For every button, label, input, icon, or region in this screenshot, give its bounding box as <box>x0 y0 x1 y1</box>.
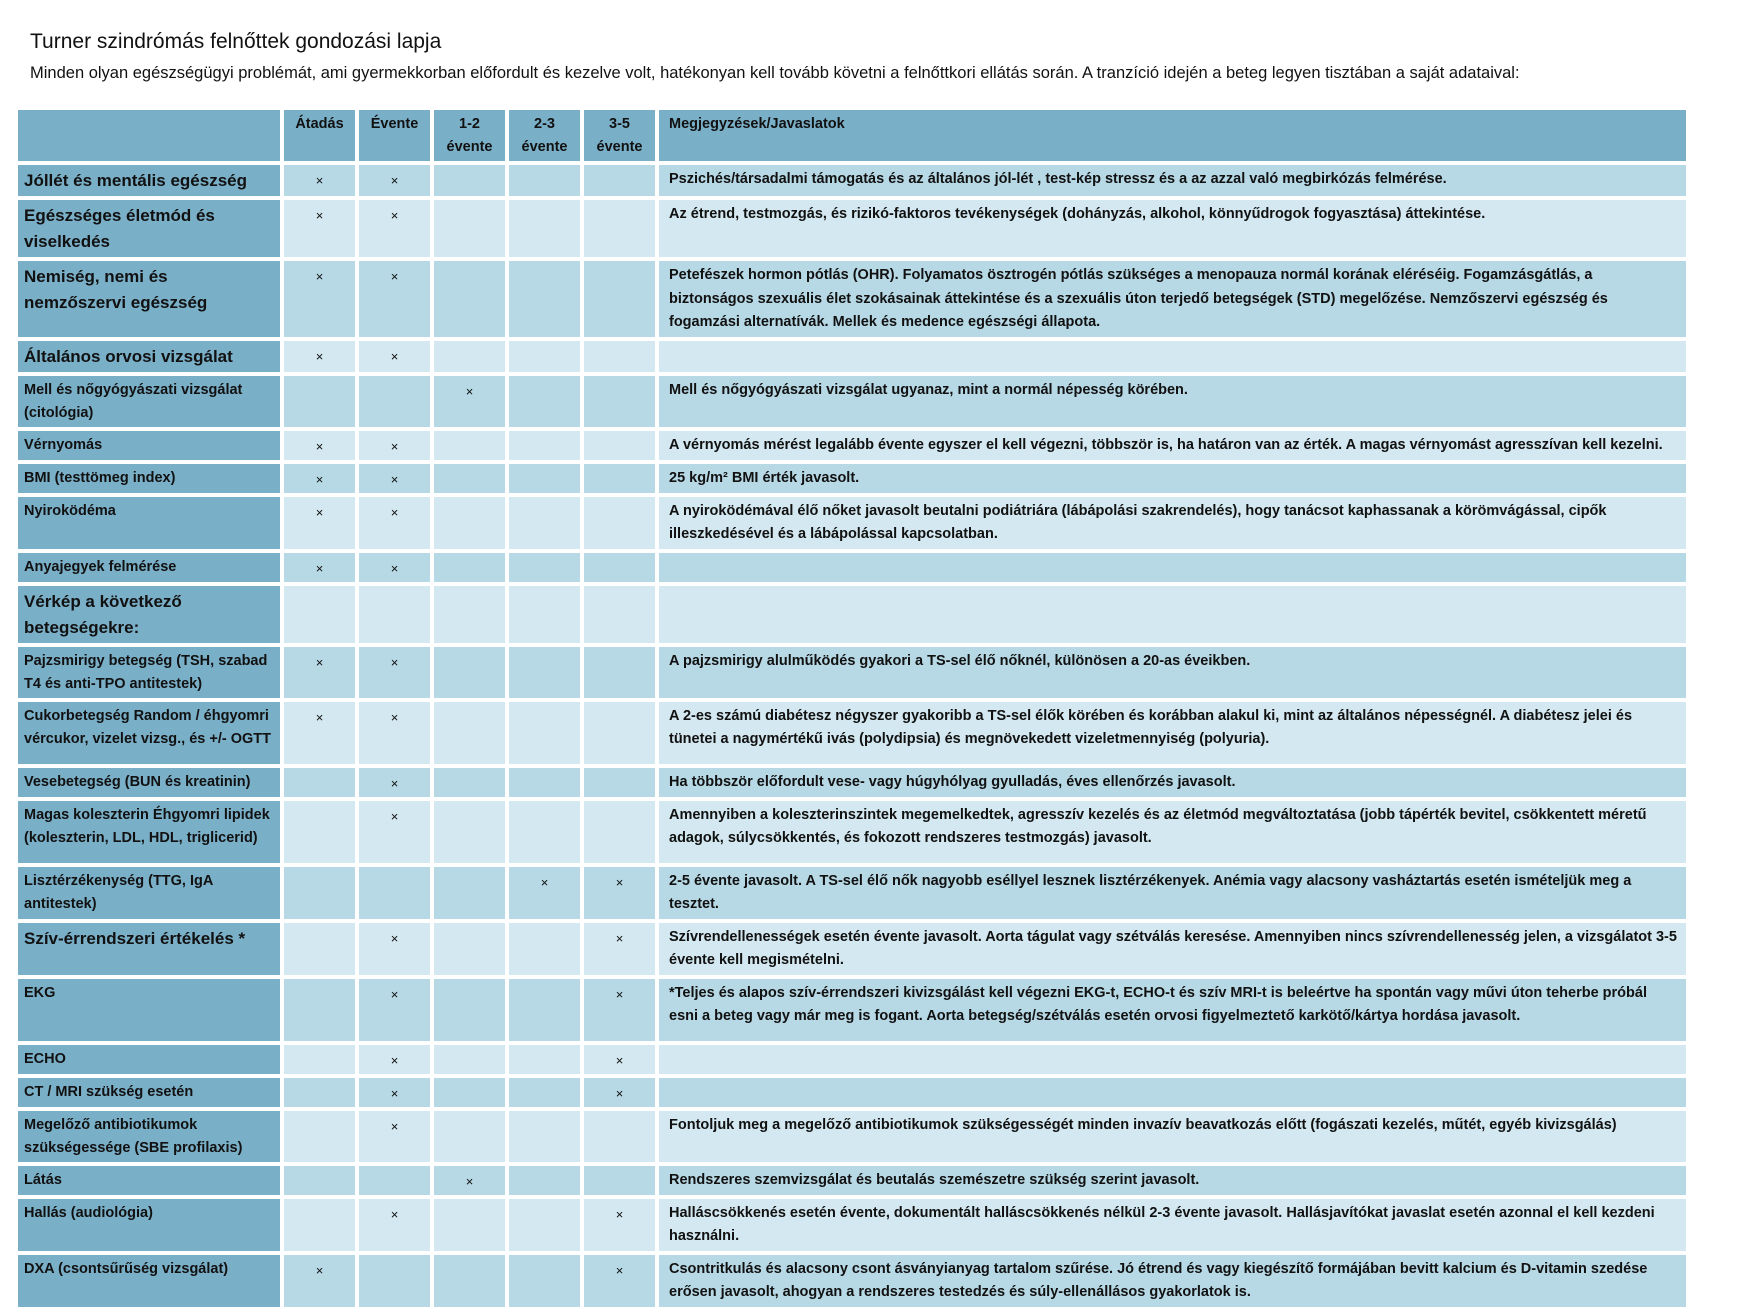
row-mark-y12 <box>434 586 505 643</box>
header-item <box>18 110 280 161</box>
table-row <box>18 165 1686 196</box>
row-note: Halláscsökkenés esetén évente, dokumentált halláscsökkenés nélkül 2-3 évente javasolt. Hallásjavítókat javaslat esetén azonnal el kell kezdeni használni. <box>659 1199 1686 1251</box>
row-note <box>659 1045 1686 1074</box>
table-row <box>18 1255 1686 1307</box>
row-item-name: Mell és nőgyógyászati vizsgálat (citológia) <box>18 376 280 427</box>
row-note: 2-5 évente javasolt. A TS-sel élő nők nagyobb eséllyel lesznek lisztérzékenyek. Anémia vagy alacsony vasháztartás esetén ismételjük meg a tesztet. <box>659 867 1686 919</box>
row-mark-y35: × <box>584 1045 655 1074</box>
row-mark-handover: × <box>284 165 355 196</box>
row-mark-yearly: × <box>359 923 430 975</box>
row-mark-handover <box>284 979 355 1041</box>
header-1-2-years: 1-2 évente <box>434 110 505 161</box>
row-mark-handover: × <box>284 647 355 698</box>
page-subtitle: Minden olyan egészségügyi problémát, ami gyermekkorban előfordult és kezelve volt, hatékonyan kell tovább követni a felnőttkori ellátás során. A tranzíció idején a beteg legyen tisztában a saját adataival: <box>30 64 1520 82</box>
row-mark-handover <box>284 1199 355 1251</box>
row-mark-y23 <box>509 923 580 975</box>
row-mark-y23: × <box>509 867 580 919</box>
row-item-name: Vesebetegség (BUN és kreatinin) <box>18 768 280 797</box>
row-mark-yearly: × <box>359 553 430 582</box>
care-schedule-table <box>14 106 1690 1311</box>
row-mark-y35 <box>584 497 655 549</box>
row-note: Csontritkulás és alacsony csont ásványianyag tartalom szűrése. Jó étrend és vagy kiegészítő formájában bevitt kalcium és D-vitamin szedése erősen javasolt, ahogyan a rendszeres testedzés és súly-ellenállásos gyakorlatok is. <box>659 1255 1686 1307</box>
row-item-name: Lisztérzékenység (TTG, IgA antitestek) <box>18 867 280 919</box>
table-row <box>18 341 1686 372</box>
row-mark-y23 <box>509 431 580 460</box>
table-row <box>18 1111 1686 1162</box>
header-notes: Megjegyzések/Javaslatok <box>659 110 1686 161</box>
table-row <box>18 553 1686 582</box>
row-note: Fontoljuk meg a megelőző antibiotikumok szükségességét minden invazív beavatkozás előtt (fogászati kezelés, műtét, egyéb kivizsgálás) <box>659 1111 1686 1162</box>
row-mark-y23 <box>509 586 580 643</box>
row-mark-y35 <box>584 586 655 643</box>
row-mark-yearly: × <box>359 431 430 460</box>
row-note <box>659 1078 1686 1107</box>
row-item-name: Nemiség, nemi és nemzőszervi egészség <box>18 261 280 337</box>
header-2-3-years: 2-3 évente <box>509 110 580 161</box>
row-item-name: Szív-érrendszeri értékelés * <box>18 923 280 975</box>
row-mark-y23 <box>509 979 580 1041</box>
row-mark-y12 <box>434 261 505 337</box>
row-mark-yearly: × <box>359 979 430 1041</box>
row-mark-handover: × <box>284 702 355 764</box>
row-mark-handover: × <box>284 1255 355 1307</box>
row-item-name: Hallás (audiológia) <box>18 1199 280 1251</box>
row-mark-y23 <box>509 376 580 427</box>
row-mark-y12 <box>434 200 505 257</box>
row-mark-y35 <box>584 553 655 582</box>
row-mark-yearly: × <box>359 801 430 863</box>
row-mark-y23 <box>509 165 580 196</box>
row-mark-y12 <box>434 341 505 372</box>
row-mark-y35 <box>584 647 655 698</box>
row-item-name: Látás <box>18 1166 280 1195</box>
row-item-name: Nyiroködéma <box>18 497 280 549</box>
row-mark-y12 <box>434 801 505 863</box>
row-mark-yearly: × <box>359 200 430 257</box>
row-mark-handover: × <box>284 341 355 372</box>
row-mark-y35: × <box>584 1255 655 1307</box>
row-mark-y23 <box>509 1111 580 1162</box>
row-mark-handover: × <box>284 261 355 337</box>
row-mark-handover: × <box>284 464 355 493</box>
table-row <box>18 1199 1686 1251</box>
row-mark-y23 <box>509 261 580 337</box>
row-mark-y35: × <box>584 923 655 975</box>
header-3-5-years: 3-5 évente <box>584 110 655 161</box>
row-note: Amennyiben a koleszterinszintek megemelkedtek, agresszív kezelés és az életmód megváltoztatása (jobb tápérték bevitel, csökkentett méretű adagok, súlycsökkentés, és fokozott rendszeres testmozgás) javasolt. <box>659 801 1686 863</box>
table-row <box>18 979 1686 1041</box>
row-mark-y35 <box>584 1166 655 1195</box>
row-note: Az étrend, testmozgás, és rizikó-faktoros tevékenységek (dohányzás, alkohol, könnyűdrogok fogyasztása) áttekintése. <box>659 200 1686 257</box>
row-note: Szívrendellenességek esetén évente javasolt. Aorta tágulat vagy szétválás keresése. Amennyiben nincs szívrendellenesség jelen, a vizsgálatot 3-5 évente kell megismételni. <box>659 923 1686 975</box>
row-mark-handover <box>284 923 355 975</box>
row-mark-y12 <box>434 431 505 460</box>
row-mark-handover <box>284 867 355 919</box>
row-mark-y23 <box>509 768 580 797</box>
table-row <box>18 586 1686 643</box>
table-row <box>18 261 1686 337</box>
row-item-name: Egészséges életmód és viselkedés <box>18 200 280 257</box>
table-row <box>18 702 1686 764</box>
row-mark-y23 <box>509 1078 580 1107</box>
row-mark-handover <box>284 1111 355 1162</box>
row-mark-y35 <box>584 376 655 427</box>
row-item-name: ECHO <box>18 1045 280 1074</box>
row-mark-yearly: × <box>359 1111 430 1162</box>
row-mark-yearly: × <box>359 1045 430 1074</box>
row-mark-y35 <box>584 464 655 493</box>
row-mark-handover <box>284 586 355 643</box>
row-mark-yearly <box>359 586 430 643</box>
row-mark-y12 <box>434 464 505 493</box>
row-mark-y12 <box>434 979 505 1041</box>
table-row <box>18 464 1686 493</box>
row-mark-handover: × <box>284 200 355 257</box>
row-mark-y35 <box>584 341 655 372</box>
row-mark-y35 <box>584 1111 655 1162</box>
row-item-name: BMI (testtömeg index) <box>18 464 280 493</box>
row-mark-y35: × <box>584 1078 655 1107</box>
row-mark-yearly: × <box>359 165 430 196</box>
row-item-name: EKG <box>18 979 280 1041</box>
row-item-name: Vérnyomás <box>18 431 280 460</box>
row-mark-y35 <box>584 200 655 257</box>
row-item-name: Anyajegyek felmérése <box>18 553 280 582</box>
row-mark-y12 <box>434 1111 505 1162</box>
row-item-name: Pajzsmirigy betegség (TSH, szabad T4 és anti-TPO antitestek) <box>18 647 280 698</box>
table-row <box>18 1078 1686 1107</box>
row-mark-y12: × <box>434 1166 505 1195</box>
row-mark-yearly: × <box>359 702 430 764</box>
row-note: A vérnyomás mérést legalább évente egyszer el kell végezni, többször is, ha határon van az érték. A magas vérnyomást agresszívan kell kezelni. <box>659 431 1686 460</box>
row-note <box>659 553 1686 582</box>
table-header-row <box>18 110 1686 161</box>
row-mark-y23 <box>509 1166 580 1195</box>
row-mark-handover <box>284 1078 355 1107</box>
table-row <box>18 497 1686 549</box>
header-yearly: Évente <box>359 110 430 161</box>
row-mark-yearly <box>359 1166 430 1195</box>
row-mark-yearly: × <box>359 261 430 337</box>
row-note <box>659 341 1686 372</box>
table-row <box>18 647 1686 698</box>
table-row <box>18 768 1686 797</box>
header-handover: Átadás <box>284 110 355 161</box>
row-note: A pajzsmirigy alulműködés gyakori a TS-sel élő nőknél, különösen a 20-as éveikben. <box>659 647 1686 698</box>
table-row <box>18 923 1686 975</box>
table-row <box>18 801 1686 863</box>
row-mark-yearly <box>359 376 430 427</box>
row-mark-y23 <box>509 341 580 372</box>
row-mark-y35 <box>584 801 655 863</box>
row-note: Rendszeres szemvizsgálat és beutalás szemészetre szükség szerint javasolt. <box>659 1166 1686 1195</box>
row-item-name: DXA (csontsűrűség vizsgálat) <box>18 1255 280 1307</box>
row-mark-y23 <box>509 702 580 764</box>
row-mark-y35: × <box>584 979 655 1041</box>
row-mark-y12 <box>434 165 505 196</box>
row-note: Pszichés/társadalmi támogatás és az általános jól-lét , test-kép stressz és a az azzal való megbirkózás felmérése. <box>659 165 1686 196</box>
row-mark-y12 <box>434 702 505 764</box>
row-mark-y35: × <box>584 867 655 919</box>
row-mark-y35 <box>584 261 655 337</box>
row-mark-y12 <box>434 497 505 549</box>
row-mark-handover <box>284 1045 355 1074</box>
row-mark-handover: × <box>284 497 355 549</box>
row-mark-y35: × <box>584 1199 655 1251</box>
row-mark-y12 <box>434 553 505 582</box>
row-mark-y12 <box>434 1255 505 1307</box>
table-row <box>18 200 1686 257</box>
row-mark-yearly: × <box>359 464 430 493</box>
row-mark-y12 <box>434 923 505 975</box>
row-mark-handover <box>284 801 355 863</box>
row-mark-handover <box>284 376 355 427</box>
row-mark-y23 <box>509 200 580 257</box>
row-mark-y23 <box>509 801 580 863</box>
row-note: 25 kg/m² BMI érték javasolt. <box>659 464 1686 493</box>
row-mark-yearly <box>359 1255 430 1307</box>
row-mark-y35 <box>584 165 655 196</box>
row-mark-yearly: × <box>359 497 430 549</box>
row-mark-y12 <box>434 647 505 698</box>
row-mark-y12 <box>434 1078 505 1107</box>
row-mark-yearly: × <box>359 341 430 372</box>
table-row <box>18 867 1686 919</box>
row-mark-y35 <box>584 431 655 460</box>
page-title: Turner szindrómás felnőttek gondozási lapja <box>30 30 442 53</box>
row-note: A 2-es számú diabétesz négyszer gyakoribb a TS-sel élők körében és korábban alakul ki, mint az általános népességnél. A diabétesz jelei és tünetei a nagymértékű ivás (polydipsia) és megnövekedett vizeletmennyiség (polyuria). <box>659 702 1686 764</box>
row-note: *Teljes és alapos szív-érrendszeri kivizsgálást kell végezni EKG-t, ECHO-t és szív MRI-t is beleértve ha spontán vagy művi úton teherbe próbál esni a beteg vagy már meg is fogant. Aorta betegség/szétválás esetén orvosi figyelmeztető karkötő/kártya hordása javasolt. <box>659 979 1686 1041</box>
row-mark-y23 <box>509 1045 580 1074</box>
row-item-name: Cukorbetegség Random / éhgyomri vércukor, vizelet vizsg., és +/- OGTT <box>18 702 280 764</box>
row-mark-y23 <box>509 497 580 549</box>
table-row <box>18 376 1686 427</box>
row-mark-yearly: × <box>359 647 430 698</box>
row-item-name: Általános orvosi vizsgálat <box>18 341 280 372</box>
row-mark-yearly <box>359 867 430 919</box>
row-mark-yearly: × <box>359 1078 430 1107</box>
row-mark-handover <box>284 768 355 797</box>
row-item-name: Vérkép a következő betegségekre: <box>18 586 280 643</box>
row-mark-y35 <box>584 768 655 797</box>
row-mark-y12 <box>434 768 505 797</box>
row-mark-y23 <box>509 647 580 698</box>
row-item-name: Megelőző antibiotikumok szükségessége (SBE profilaxis) <box>18 1111 280 1162</box>
row-item-name: CT / MRI szükség esetén <box>18 1078 280 1107</box>
table-row <box>18 1166 1686 1195</box>
row-note: A nyiroködémával élő nőket javasolt beutalni podiátriára (lábápolási szakrendelés), hogy tanácsot kaphassanak a körömvágással, cipők illeszkedésével és a lábápolással kapcsolatban. <box>659 497 1686 549</box>
row-note: Petefészek hormon pótlás (OHR). Folyamatos ösztrogén pótlás szükséges a menopauza normál korának eléréséig. Fogamzásgátlás, a biztonságos szexuális élet szokásainak áttekintése és a szexuális úton terjedő betegségek (STD) megelőzése. Nemzőszervi egészség és fogamzási alternatívák. Mellek és medence egészségi állapota. <box>659 261 1686 337</box>
row-mark-y12 <box>434 1045 505 1074</box>
row-item-name: Magas koleszterin Éhgyomri lipidek (koleszterin, LDL, HDL, triglicerid) <box>18 801 280 863</box>
row-mark-handover: × <box>284 553 355 582</box>
row-mark-y12 <box>434 867 505 919</box>
row-mark-y23 <box>509 1199 580 1251</box>
row-mark-y12 <box>434 1199 505 1251</box>
row-mark-y23 <box>509 1255 580 1307</box>
row-mark-yearly: × <box>359 1199 430 1251</box>
table-row <box>18 1045 1686 1074</box>
row-mark-handover <box>284 1166 355 1195</box>
row-note: Ha többször előfordult vese- vagy húgyhólyag gyulladás, éves ellenőrzés javasolt. <box>659 768 1686 797</box>
row-mark-y35 <box>584 702 655 764</box>
row-mark-handover: × <box>284 431 355 460</box>
row-mark-y23 <box>509 553 580 582</box>
row-note <box>659 586 1686 643</box>
row-mark-y12: × <box>434 376 505 427</box>
row-note: Mell és nőgyógyászati vizsgálat ugyanaz, mint a normál népesség körében. <box>659 376 1686 427</box>
row-mark-yearly: × <box>359 768 430 797</box>
table-row <box>18 431 1686 460</box>
row-item-name: Jóllét és mentális egészség <box>18 165 280 196</box>
row-mark-y23 <box>509 464 580 493</box>
